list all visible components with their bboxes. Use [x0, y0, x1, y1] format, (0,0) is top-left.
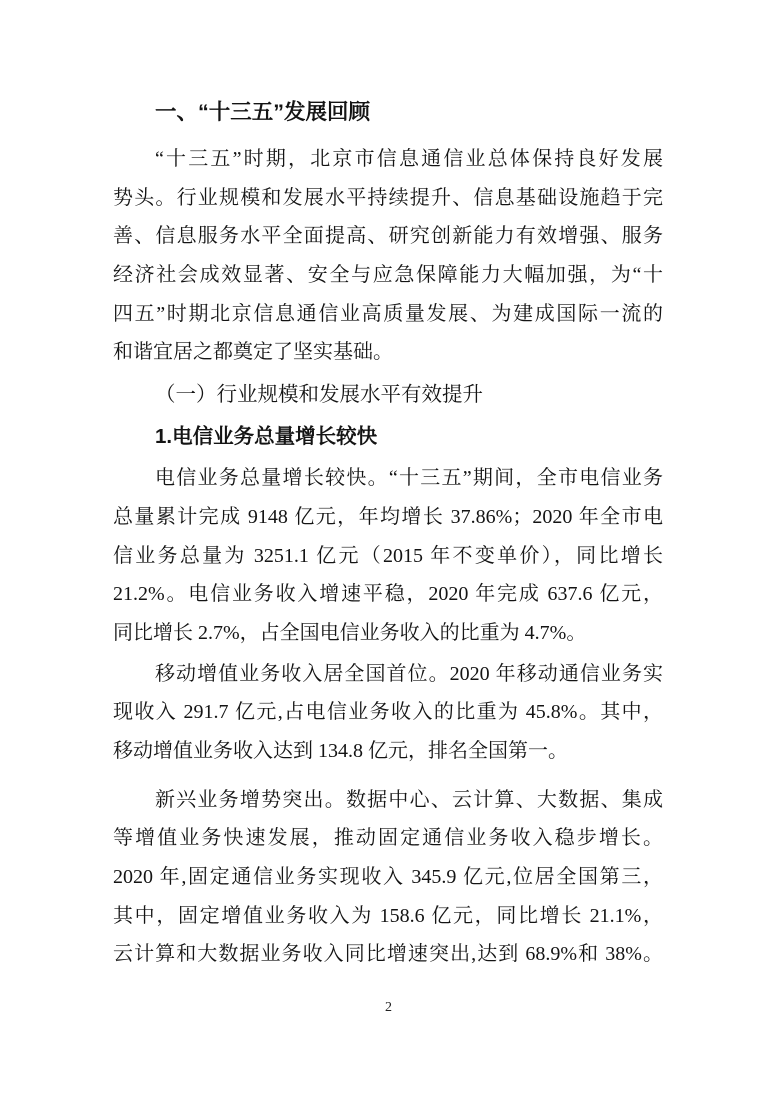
- paragraph-emerging-business: [113, 781, 663, 974]
- text-line: 现收入 291.7 亿元,占电信业务收入的比重为 45.8%。其中，: [113, 701, 663, 724]
- text-line: 四五”时期北京信息通信业高质量发展、为建成国际一流的: [113, 302, 663, 325]
- text-line: 新兴业务增势突出。数据中心、云计算、大数据、集成: [155, 788, 663, 811]
- text-line: 和谐宜居之都奠定了坚实基础。: [113, 341, 393, 364]
- text-line: 移动增值业务收入达到 134.8 亿元，排名全国第一。: [113, 739, 568, 762]
- paragraph-overview: [113, 140, 663, 372]
- heading-level3: 1.电信业务总量增长较快: [155, 425, 378, 449]
- text-line: 总量累计完成 9148 亿元，年均增长 37.86%；2020 年全市电: [113, 505, 663, 528]
- paragraph-telecom-volume: [113, 459, 663, 652]
- text-line: 同比增长 2.7%，占全国电信业务收入的比重为 4.7%。: [113, 621, 587, 644]
- text-line: 21.2%。电信业务收入增速平稳，2020 年完成 637.6 亿元，: [113, 583, 663, 606]
- text-line: 经济社会成效显著、安全与应急保障能力大幅加强，为“十: [113, 264, 663, 287]
- text-line: 势头。行业规模和发展水平持续提升、信息基础设施趋于完: [113, 186, 663, 209]
- text-line: 信业务总量为 3251.1 亿元（2015 年不变单价），同比增长: [113, 544, 663, 567]
- text-line: 云计算和大数据业务收入同比增速突出,达到 68.9%和 38%。: [113, 943, 663, 966]
- text-line: “十三五”时期，北京市信息通信业总体保持良好发展: [155, 148, 663, 170]
- text-line: 等增值业务快速发展，推动固定通信业务收入稳步增长。: [113, 827, 663, 850]
- text-line: 移动增值业务收入居全国首位。2020 年移动通信业务实: [155, 662, 663, 685]
- text-line: 2020 年,固定通信业务实现收入 345.9 亿元,位居全国第三，: [113, 866, 663, 888]
- text-line: 电信业务总量增长较快。“十三五”期间，全市电信业务: [155, 467, 663, 490]
- document-content: [113, 92, 663, 974]
- text-line: 善、信息服务水平全面提高、研究创新能力有效增强、服务: [113, 225, 663, 248]
- text-line: 其中，固定增值业务收入为 158.6 亿元，同比增长 21.1%，: [113, 904, 663, 927]
- page-number: 2: [385, 1000, 392, 1015]
- heading-level1: 一、“十三五”发展回顾: [155, 100, 371, 124]
- heading-level2: （一）行业规模和发展水平有效提升: [155, 384, 483, 407]
- paragraph-mobile-value-added: [113, 655, 663, 771]
